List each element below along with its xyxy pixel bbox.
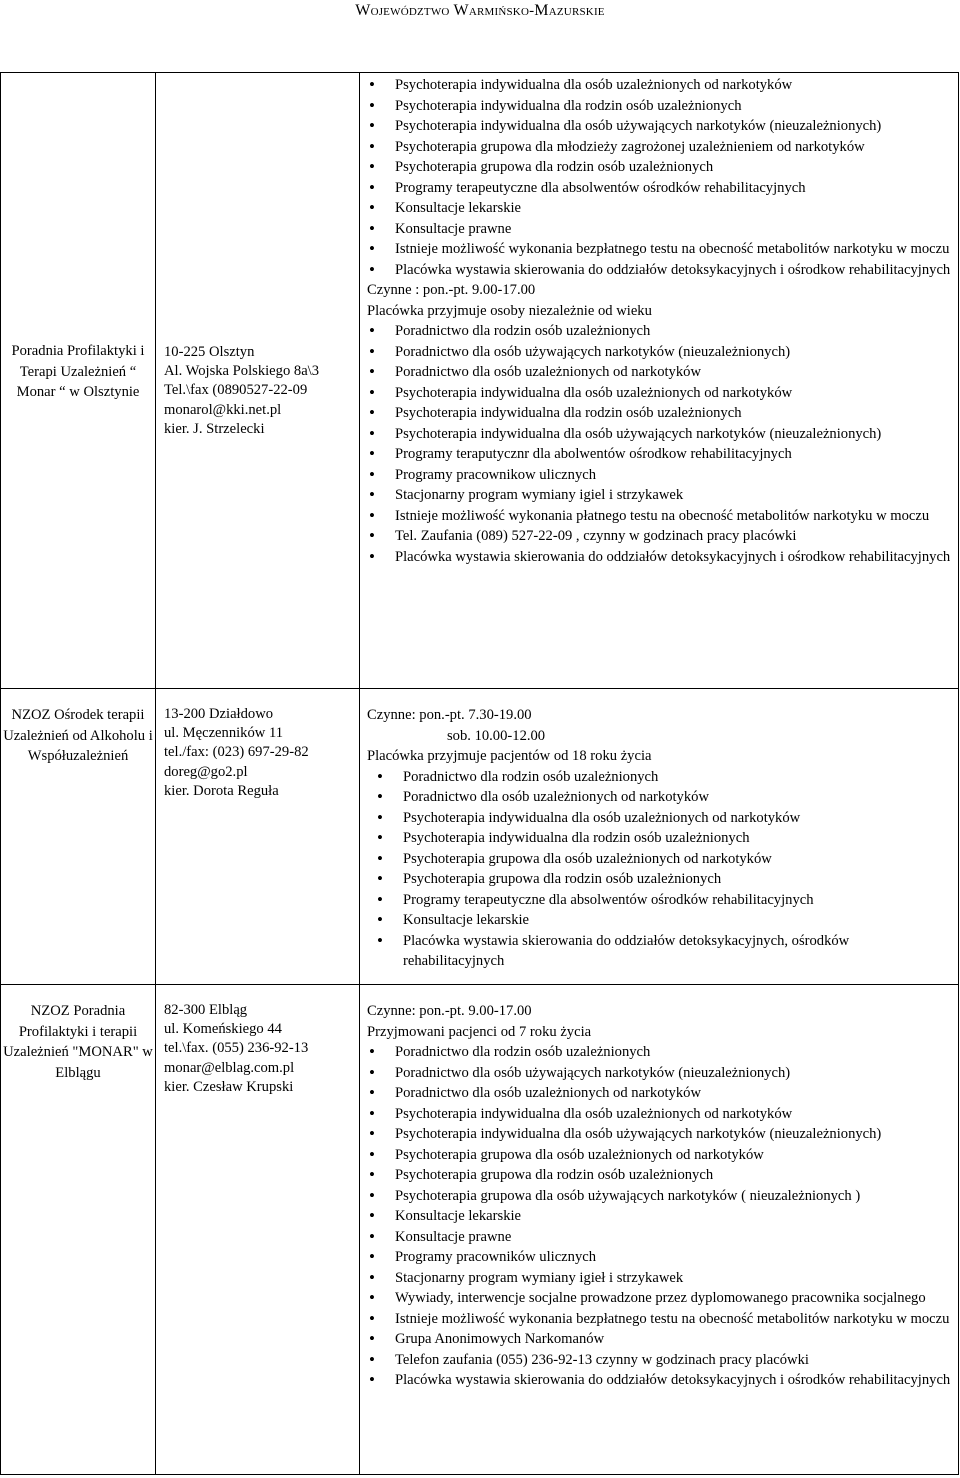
- address-line: monarol@kki.net.pl: [164, 401, 282, 418]
- list-item: • Psychoterapia indywidualna dla rodzin osób uzależnionych: [375, 828, 954, 849]
- address-line: Al. Wojska Polskiego 8a\3: [164, 363, 320, 380]
- list-item: • Poradnictwo dla osób używających narkotyków (nieuzależnionych): [367, 1063, 954, 1084]
- list-item: • Psychoterapia indywidualna dla rodzin osób uzależnionych: [367, 96, 954, 117]
- admission-note: Placówka przyjmuje osoby niezależnie od wieku: [367, 302, 652, 319]
- facility-services-cell: [360, 985, 959, 1475]
- facility-address-cell: [156, 985, 360, 1475]
- facility-services: [360, 689, 958, 972]
- list-item: • Istnieje możliwość wykonania bezpłatnego testu na obecność metabolitów narkotyku w moczu: [367, 239, 954, 260]
- list-item: • Psychoterapia grupowa dla osób uzależnionych od narkotyków: [367, 1145, 954, 1166]
- list-item: • Placówka wystawia skierowania do oddziałów detoksykacyjnych i ośrodków rehabilitacyjnych: [367, 1370, 954, 1391]
- list-item: • Konsultacje prawne: [367, 1227, 954, 1248]
- list-item: • Psychoterapia indywidualna dla osób używających narkotyków (nieuzależnionych): [367, 116, 954, 137]
- list-item: • Stacjonarny program wymiany igieł i strzykawek: [367, 1268, 954, 1289]
- list-item: • Psychoterapia indywidualna dla osób używających narkotyków (nieuzależnionych): [367, 424, 954, 445]
- list-item: • Psychoterapia grupowa dla młodzieży zagrożonej uzależnieniem od narkotyków: [367, 137, 954, 158]
- facility-services-cell: [360, 689, 959, 985]
- list-item: • Psychoterapia grupowa dla rodzin osób uzależnionych: [367, 157, 954, 178]
- facility-services-cell: [360, 73, 959, 689]
- list-item: • Poradnictwo dla rodzin osób uzależnionych: [375, 767, 954, 788]
- list-item: • Psychoterapia indywidualna dla osób uzależnionych od narkotyków: [367, 1104, 954, 1125]
- table-row: [1, 985, 959, 1475]
- table-row: [1, 73, 959, 689]
- list-item: • Psychoterapia indywidualna dla osób używających narkotyków (nieuzależnionych): [367, 1124, 954, 1145]
- list-item: • Poradnictwo dla rodzin osób uzależnionych: [367, 1042, 954, 1063]
- facility-name-cell: [1, 985, 156, 1475]
- address-line: 13-200 Działdowo: [164, 706, 274, 722]
- list-item: • Psychoterapia grupowa dla osób uzależnionych od narkotyków: [375, 849, 954, 870]
- list-item: • Placówka wystawia skierowania do oddziałów detoksykacyjnych, ośrodków rehabilitacyjnych: [375, 931, 954, 972]
- list-item: • Programy terapeutyczne dla absolwentów ośrodków rehabilitacyjnych: [375, 890, 954, 911]
- header-w2-initial: W: [453, 2, 469, 19]
- address-line: Tel.\fax (0890527-22-09: [164, 382, 308, 399]
- list-item: • Grupa Anonimowych Narkomanów: [367, 1329, 954, 1350]
- address-line: kier. J. Strzelecki: [164, 420, 265, 437]
- list-item: • Poradnictwo dla osób uzależnionych od narkotyków: [367, 362, 954, 383]
- address-line: doreg@go2.pl: [164, 763, 248, 780]
- address-line: tel.\fax. (055) 236-92-13: [164, 1040, 309, 1057]
- list-item: • Wywiady, interwencje socjalne prowadzone przez dyplomowanego pracownika socjalnego: [367, 1288, 954, 1309]
- list-item: • Poradnictwo dla osób uzależnionych od narkotyków: [367, 1083, 954, 1104]
- page-header: [0, 2, 960, 20]
- opening-hours: Czynne: pon.-pt. 7.30-19.00: [367, 707, 532, 723]
- opening-hours: Czynne: pon.-pt. 9.00-17.00: [367, 1003, 532, 1019]
- header-w3-initial: M: [534, 2, 549, 19]
- list-item: • Konsultacje lekarskie: [367, 1206, 954, 1227]
- facility-address-cell: [156, 73, 360, 689]
- facilities-table: [0, 72, 959, 1475]
- header-w1-initial: W: [355, 2, 371, 19]
- list-item: • Placówka wystawia skierowania do oddziałów detoksykacyjnych i ośrodkow rehabilitacyjnych: [367, 547, 954, 568]
- facility-services: [360, 73, 958, 567]
- address-line: kier. Dorota Reguła: [164, 782, 279, 799]
- address-line: tel./fax: (023) 697-29-82: [164, 744, 309, 761]
- address-line: 82-300 Elbląg: [164, 1002, 248, 1018]
- address-line: ul. Komeńskiego 44: [164, 1021, 282, 1038]
- list-item: • Telefon zaufania (055) 236-92-13 czynny w godzinach pracy placówki: [367, 1350, 954, 1371]
- list-item: • Psychoterapia indywidualna dla rodzin osób uzależnionych: [367, 403, 954, 424]
- list-item: • Konsultacje lekarskie: [375, 910, 954, 931]
- header-w2-rest: armińsko-: [468, 3, 535, 19]
- facility-name-cell: [1, 73, 156, 689]
- facility-name-cell: [1, 689, 156, 985]
- facility-name: NZOZ Poradnia Profilaktyki i terapii Uzależnień "MONAR" w Elblągu: [3, 1003, 153, 1081]
- facility-name: NZOZ Ośrodek terapii Uzależnień od Alkoholu i Współuzależnień: [3, 707, 153, 764]
- table-row: [1, 689, 959, 985]
- address-line: kier. Czesław Krupski: [164, 1078, 294, 1095]
- admission-note: Przyjmowani pacjenci od 7 roku życia: [367, 1023, 592, 1040]
- facility-address: [156, 73, 359, 439]
- facility-address: [156, 689, 359, 801]
- address-line: ul. Męczenników 11: [164, 725, 284, 742]
- list-item: • Istnieje możliwość wykonania płatnego testu na obecność metabolitów narkotyku w moczu: [367, 506, 954, 527]
- list-item: • Psychoterapia grupowa dla rodzin osób uzależnionych: [375, 869, 954, 890]
- facility-address-cell: [156, 689, 360, 985]
- list-item: • Istnieje możliwość wykonania bezpłatnego testu na obecność metabolitów narkotyku w moczu: [367, 1309, 954, 1330]
- list-item: • Psychoterapia indywidualna dla osób uzależnionych od narkotyków: [375, 808, 954, 829]
- list-item: • Placówka wystawia skierowania do oddziałów detoksykacyjnych i ośrodkow rehabilitacyjnych: [367, 260, 954, 281]
- opening-hours-saturday: sob. 10.00-12.00: [447, 727, 546, 744]
- list-item: • Poradnictwo dla osób używających narkotyków (nieuzależnionych): [367, 342, 954, 363]
- list-item: • Programy pracownikow ulicznych: [367, 465, 954, 486]
- list-item: • Psychoterapia grupowa dla osób używających narkotyków ( nieuzależnionych ): [367, 1186, 954, 1207]
- list-item: • Psychoterapia grupowa dla rodzin osób uzależnionych: [367, 1165, 954, 1186]
- admission-note: Placówka przyjmuje pacjentów od 18 roku życia: [367, 748, 652, 764]
- facility-address: [156, 985, 359, 1097]
- list-item: • Programy pracowników ulicznych: [367, 1247, 954, 1268]
- list-item: • Programy terapeutyczne dla absolwentów ośrodków rehabilitacyjnych: [367, 178, 954, 199]
- list-item: • Konsultacje lekarskie: [367, 198, 954, 219]
- list-item: • Psychoterapia indywidualna dla osób uzależnionych od narkotyków: [367, 383, 954, 404]
- list-item: • Konsultacje prawne: [367, 219, 954, 240]
- list-item: • Programy teraputycznr dla abolwentów ośrodkow rehabilitacyjnych: [367, 444, 954, 465]
- address-line: monar@elblag.com.pl: [164, 1059, 295, 1076]
- list-item: • Tel. Zaufania (089) 527-22-09 , czynny w godzinach pracy placówki: [367, 526, 954, 547]
- header-w3-rest: azurskie: [548, 3, 605, 19]
- list-item: • Psychoterapia indywidualna dla osób uzależnionych od narkotyków: [367, 75, 954, 96]
- list-item: • Poradnictwo dla osób uzależnionych od narkotyków: [375, 787, 954, 808]
- facility-name: Poradnia Profilaktyki i Terapi Uzależnień “ Monar “ w Olsztynie: [11, 343, 145, 400]
- address-line: 10-225 Olsztyn: [164, 344, 255, 360]
- list-item: • Stacjonarny program wymiany igiel i strzykawek: [367, 485, 954, 506]
- opening-hours: Czynne : pon.-pt. 9.00-17.00: [367, 282, 536, 298]
- facility-services: [360, 985, 958, 1391]
- list-item: • Poradnictwo dla rodzin osób uzależnionych: [367, 321, 954, 342]
- header-w1-rest: ojewództwo: [370, 3, 450, 19]
